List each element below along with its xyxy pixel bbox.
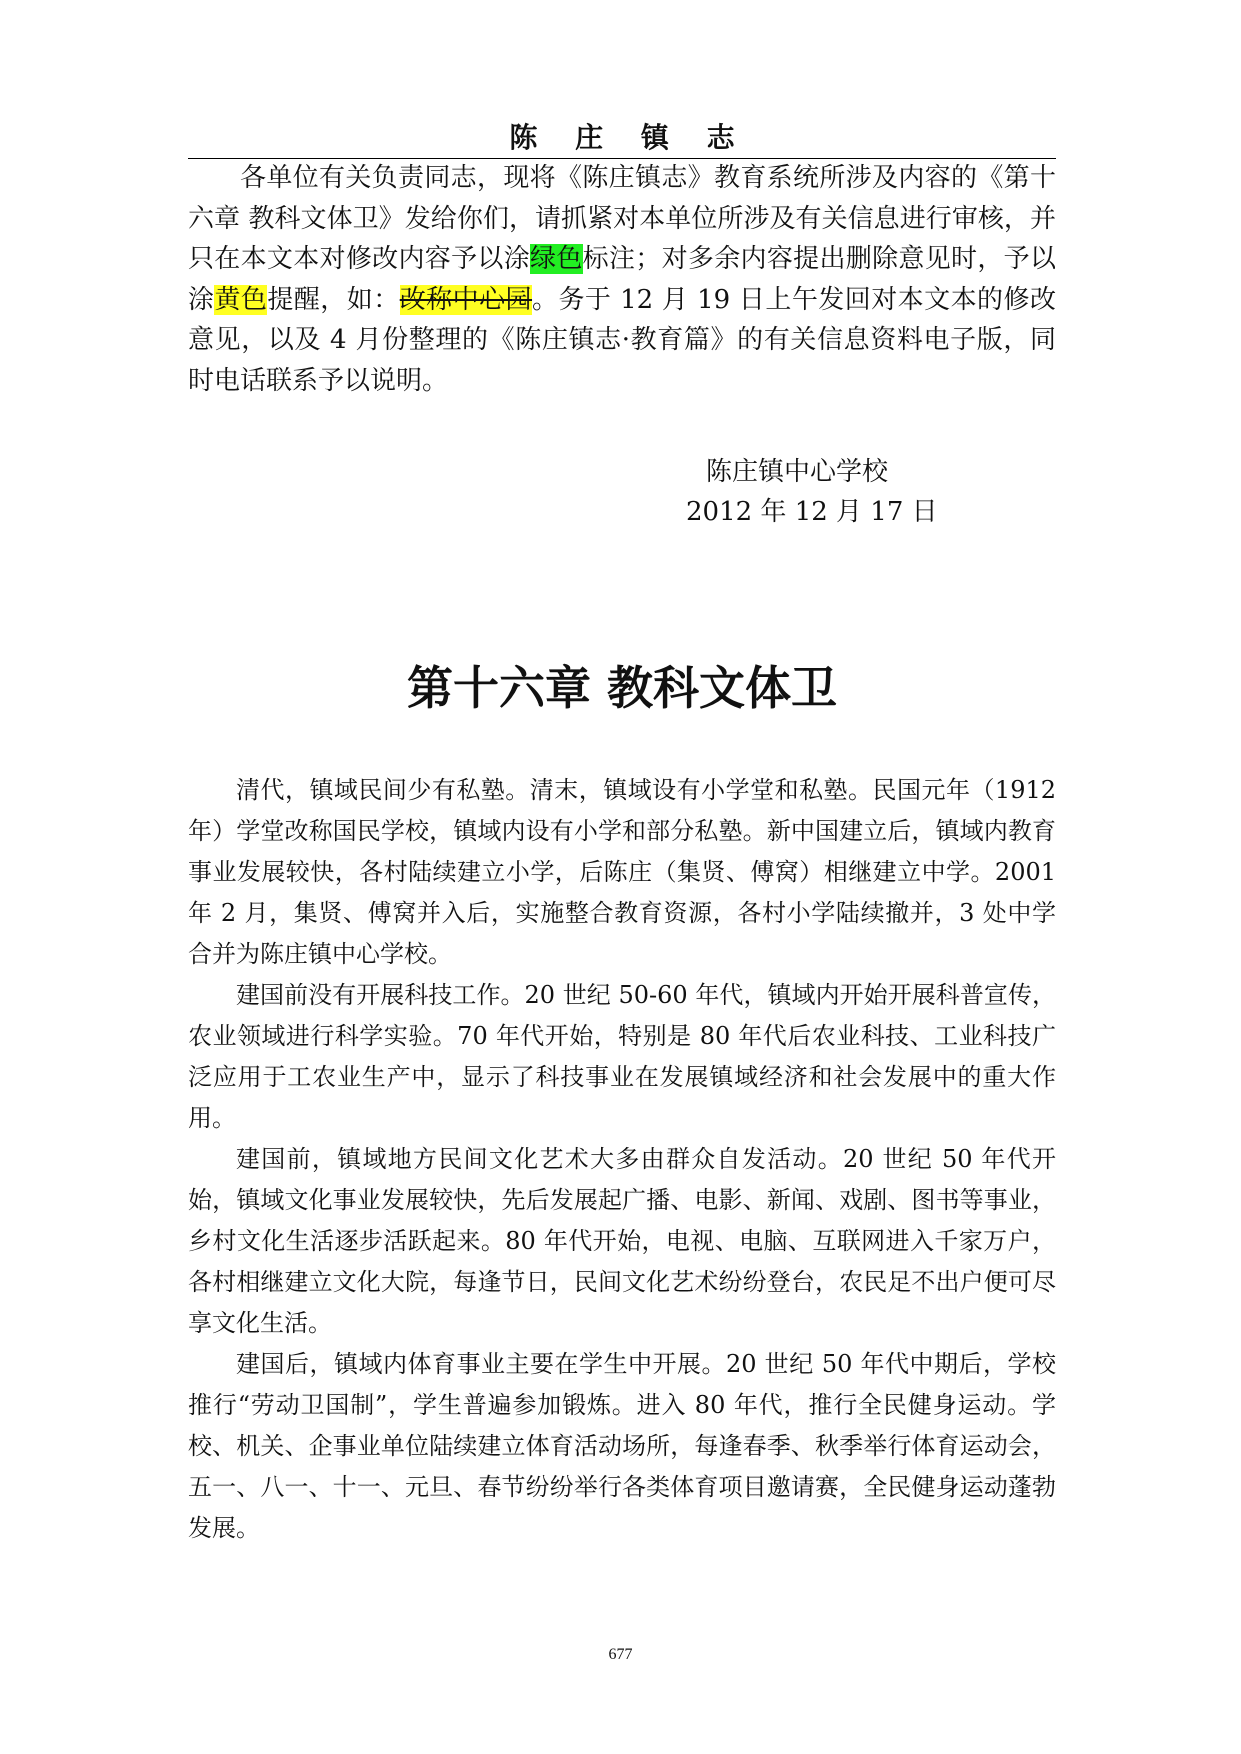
paragraph-sports: 建国后，镇域内体育事业主要在学生中开展。20 世纪 50 年代中期后，学校推行“劳动卫国制”，学生普遍参加锻炼。进入 80 年代，推行全民健身运动。学校、机关、企事业单位陆续建立体育活动场所，每逢春季、秋季举行体育运动会，五一、八一、十一、元旦、春节纷纷举行各类体育项目邀请赛，全民健身运动蓬勃发展。: [188, 1350, 1056, 1542]
running-header-title: 陈 庄 镇 志: [509, 121, 749, 154]
running-header: [188, 118, 1056, 159]
notice-text-intro: 各单位有关负责同志，现将《陈庄镇志》教育系统所涉及内容的《第十六章 教科文体卫》发给你们，请抓紧对本单位所涉及有关信息进行审核，并只在本文本对修改内容予以涂: [188, 163, 1056, 274]
signature-date: 2012 年 12 月 17 日: [686, 497, 938, 527]
page-number: 677: [608, 1646, 633, 1663]
strikethrough-example: 改称中心园: [399, 284, 533, 315]
chapter-body: [188, 770, 1056, 1549]
notice-text-tail: 。务于 12 月 19 日上午发回对本文本的修改意见，以及 4 月份整理的《陈庄镇志·教育篇》的有关信息资料电子版，同时电话联系予以说明。: [188, 284, 1056, 396]
paragraph-education: 清代，镇域民间少有私塾。清末，镇域设有小学堂和私塾。民国元年（1912 年）学堂改称国民学校，镇域内设有小学和部分私塾。新中国建立后，镇域内教育事业发展较快，各村陆续建立小学，后陈庄（集贤、傅窝）相继建立中学。2001 年 2 月，集贤、傅窝并入后，实施整合教育资源，各村小学陆续撤并，3 处中学合并为陈庄镇中心学校。: [188, 776, 1056, 968]
paragraph-culture: 建国前，镇域地方民间文化艺术大多由群众自发活动。20 世纪 50 年代开始，镇域文化事业发展较快，先后发展起广播、电影、新闻、戏剧、图书等事业，乡村文化生活逐步活跃起来。80 年代开始，电视、电脑、互联网进入千家万户，各村相继建立文化大院，每逢节日，民间文化艺术纷纷登台，农民足不出户便可尽享文化生活。: [188, 1145, 1056, 1337]
notice-text-middle: 标注；对多余内容提出删除意见时，予以涂: [188, 244, 1056, 315]
green-highlight-word: 绿色: [530, 244, 583, 274]
notice-text-example-lead: 提醒，如：: [267, 284, 400, 315]
chapter-title: 第十六章 教科文体卫: [406, 661, 837, 715]
notice-paragraph: [188, 158, 1056, 401]
signature-organization: 陈庄镇中心学校: [706, 457, 889, 487]
paragraph-science: 建国前没有开展科技工作。20 世纪 50-60 年代，镇域内开始开展科普宣传，农业领域进行科学实验。70 年代开始，特别是 80 年代后农业科技、工业科技广泛应用于工农业生产中，显示了科技事业在发展镇域经济和社会发展中的重大作用。: [188, 981, 1056, 1132]
signature-block: [686, 452, 938, 532]
yellow-highlight-word: 黄色: [214, 284, 268, 315]
